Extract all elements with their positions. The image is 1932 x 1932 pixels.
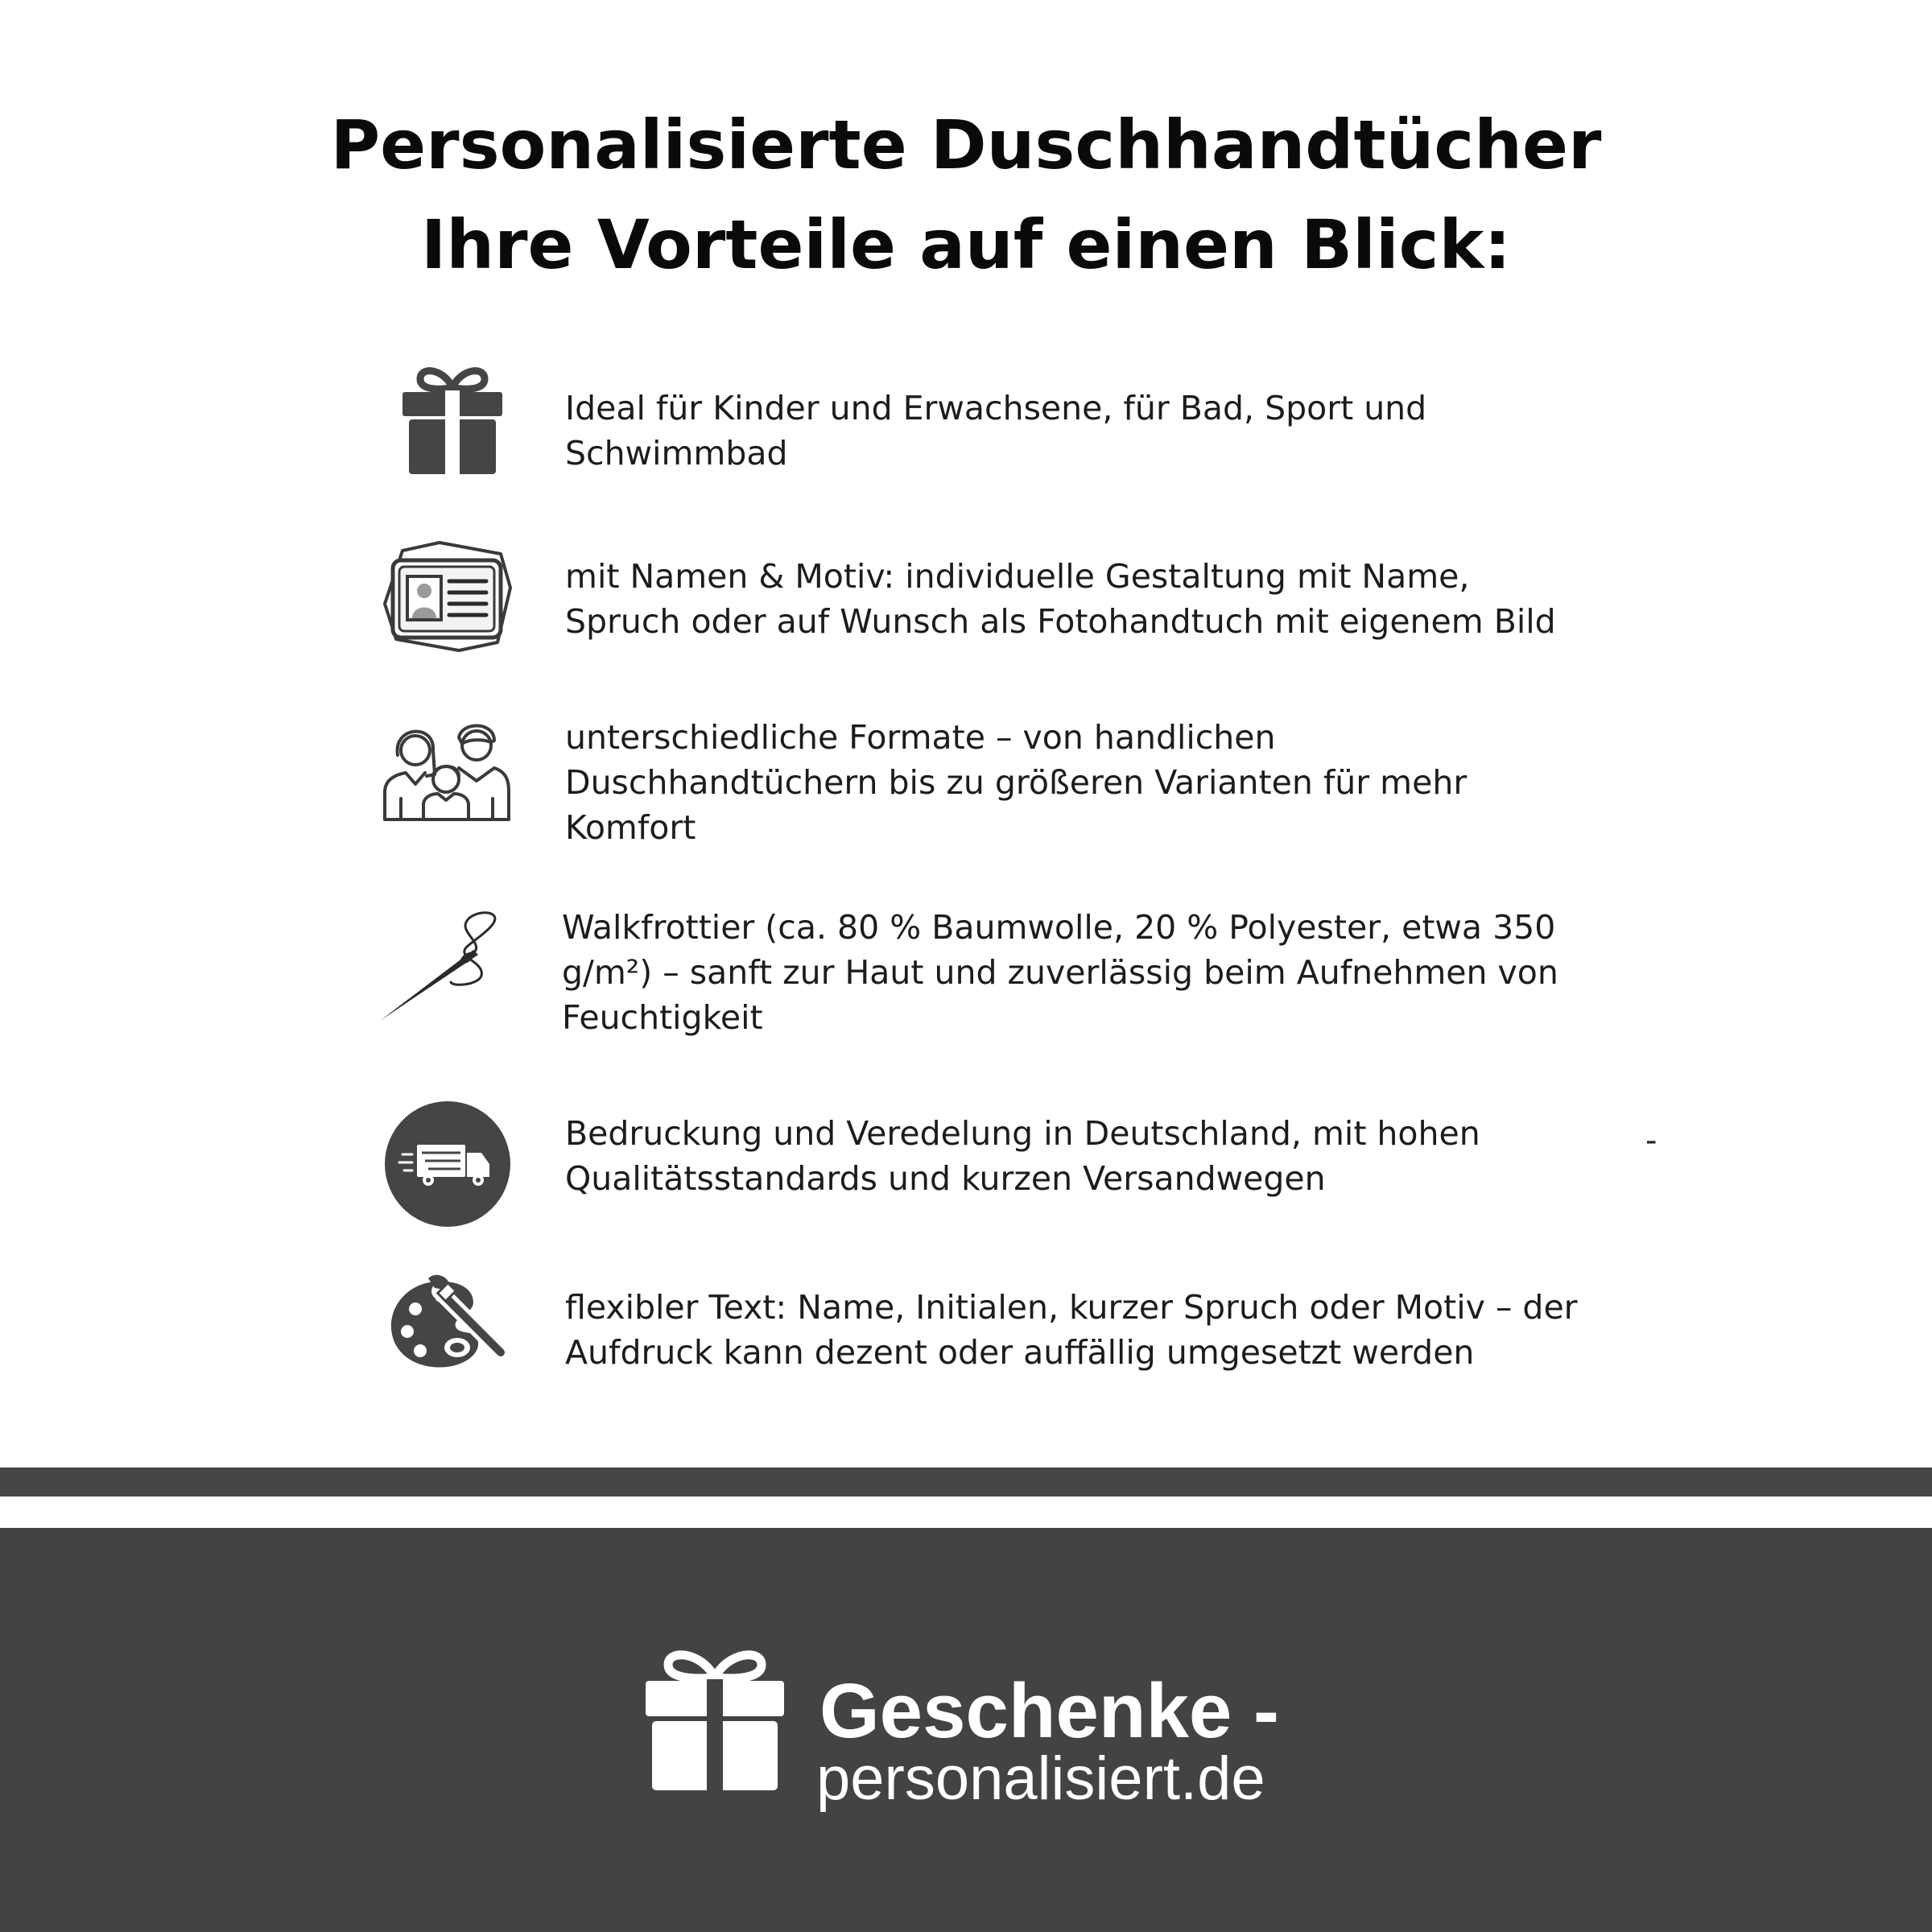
feature-text: Ideal für Kinder und Erwachsene, für Bad, Sport und Schwimmbad	[565, 389, 1427, 473]
feature-text: flexibler Text: Name, Initialen, kurzer Spruch oder Motiv – der Aufdruck kann dezent oder auffällig umgesetzt werden	[565, 1288, 1578, 1372]
logo-text-brand: Geschenke -	[819, 1668, 1279, 1754]
feature-text: Walkfrottier (ca. 80 % Baumwolle, 20 % Polyester, etwa 350 g/m²) – sanft zur Haut und zuverlässig beim Aufnehmen von Feuchtigkeit	[562, 908, 1558, 1037]
headline-line-1: Personalisierte Duschhandtücher	[330, 105, 1602, 184]
gift-icon	[644, 1644, 786, 1795]
brand-logo[interactable]	[644, 1644, 1288, 1813]
headline-line-2: Ihre Vorteile auf einen Blick:	[421, 205, 1511, 284]
delivery-truck-icon	[378, 1100, 515, 1228]
gift-icon	[378, 366, 515, 476]
feature-text: mit Namen & Motiv: individuelle Gestaltung mit Name, Spruch oder auf Wunsch als Fotohandtuch mit eigenem Bild	[565, 557, 1556, 641]
footer	[0, 1528, 1932, 1932]
id-card-icon	[378, 539, 515, 654]
family-icon	[378, 718, 515, 823]
separator-band	[0, 1468, 1932, 1496]
feature-text: unterschiedliche Formate – von handlichen Duschhandtüchern bis zu größeren Varianten für mehr Komfort	[565, 718, 1468, 847]
logo-text-domain: personalisiert.de	[816, 1744, 1265, 1813]
feature-text: Bedruckung und Veredelung in Deutschland, mit hohen Qualitätsstandards und kurzen Versandwegen	[565, 1114, 1480, 1198]
paint-palette-icon	[378, 1272, 515, 1373]
needle-thread-icon	[378, 897, 515, 1022]
stray-dash-mark: -	[1645, 1122, 1657, 1159]
page-headline	[0, 95, 1932, 295]
